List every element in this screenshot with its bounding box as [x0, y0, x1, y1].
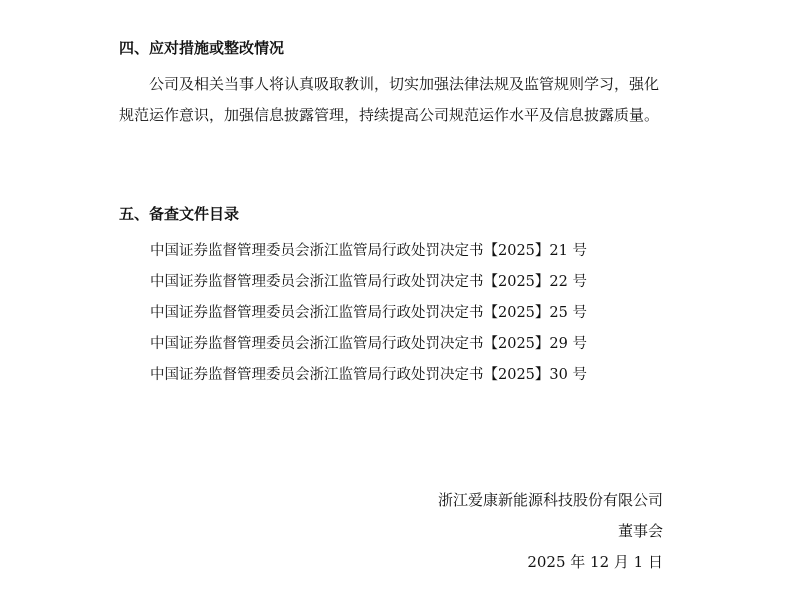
section-4-paragraph: 公司及相关当事人将认真吸取教训，切实加强法律法规及监管规则学习，强化规范运作意识，加强信息披露管理，持续提高公司规范运作水平及信息披露质量。 [119, 75, 660, 124]
section-5-heading: 五、备查文件目录 [119, 205, 240, 223]
reference-document-item: 中国证券监督管理委员会浙江监管局行政处罚决定书【2025】22 号 [150, 274, 587, 290]
signature-board: 董事会 [617, 522, 663, 540]
reference-document-list [150, 236, 587, 391]
reference-document-item: 中国证券监督管理委员会浙江监管局行政处罚决定书【2025】30 号 [150, 367, 587, 383]
reference-document-item: 中国证券监督管理委员会浙江监管局行政处罚决定书【2025】25 号 [150, 305, 587, 321]
reference-document-item: 中国证券监督管理委员会浙江监管局行政处罚决定书【2025】29 号 [150, 336, 587, 352]
section-4-heading: 四、应对措施或整改情况 [119, 39, 285, 57]
signature-company: 浙江爱康新能源科技股份有限公司 [437, 491, 663, 509]
reference-document-item: 中国证券监督管理委员会浙江监管局行政处罚决定书【2025】21 号 [150, 243, 587, 259]
signature-date: 2025 年 12 月 1 日 [527, 553, 663, 571]
